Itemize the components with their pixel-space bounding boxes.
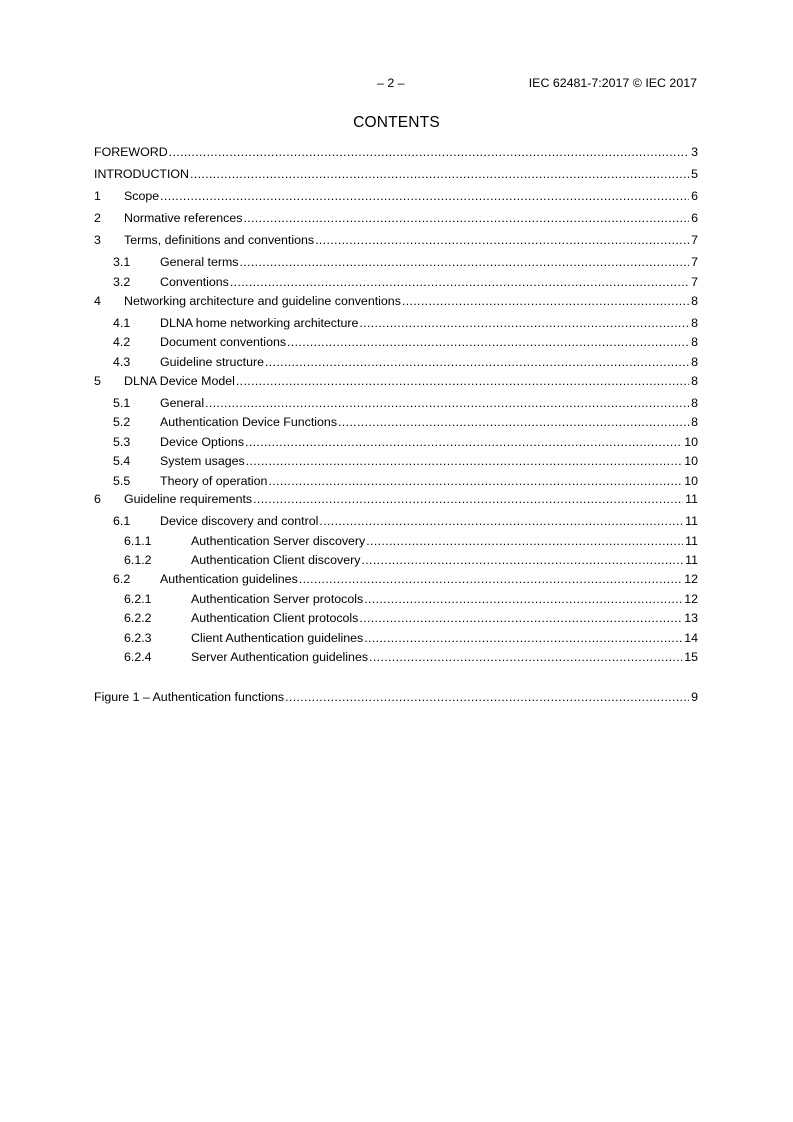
toc-leader-dots	[402, 294, 689, 309]
toc-entry-page: 15	[684, 650, 698, 664]
toc-entry-number: 4.2	[113, 335, 131, 349]
toc-entry-page: 5	[691, 167, 698, 181]
toc-entry-page: 10	[684, 435, 698, 449]
toc-entry-number: 5.5	[113, 474, 131, 488]
figure-leader-dots	[285, 690, 689, 705]
toc-entry-title[interactable]: Document conventions	[160, 335, 287, 349]
toc-entry[interactable]	[94, 514, 698, 529]
list-of-figures	[94, 690, 698, 705]
page-title: CONTENTS	[353, 114, 440, 131]
toc-leader-dots	[369, 650, 682, 665]
toc-entry[interactable]	[94, 415, 698, 430]
toc-entry-title[interactable]: Device discovery and control	[160, 514, 319, 528]
toc-entry-page: 12	[684, 592, 698, 606]
toc-entry-title[interactable]: General terms	[160, 255, 239, 269]
toc-entry-number: 6.1.2	[124, 553, 152, 567]
toc-entry[interactable]	[94, 650, 698, 665]
toc-entry-title[interactable]: DLNA home networking architecture	[160, 316, 359, 330]
toc-entry-title[interactable]: Networking architecture and guideline conventions	[124, 294, 401, 308]
toc-entry[interactable]	[94, 355, 698, 370]
toc-entry[interactable]	[94, 167, 698, 182]
toc-entry-page: 8	[691, 374, 698, 388]
toc-leader-dots	[243, 211, 689, 226]
toc-leader-dots	[268, 474, 682, 489]
toc-entry-title[interactable]: Authentication Client protocols	[191, 611, 359, 625]
toc-entry-page: 7	[691, 233, 698, 247]
toc-leader-dots	[160, 189, 689, 204]
toc-entry-number: 4.3	[113, 355, 131, 369]
toc-entry-title[interactable]: Client Authentication guidelines	[191, 631, 364, 645]
toc-entry-page: 7	[691, 275, 698, 289]
toc-entry[interactable]	[94, 454, 698, 469]
toc-entry-title[interactable]: Authentication guidelines	[160, 572, 298, 586]
toc-entry-number: 6.2	[113, 572, 131, 586]
toc-entry-title[interactable]: Device Options	[160, 435, 245, 449]
toc-leader-dots	[236, 374, 689, 389]
toc-entry-number: 5.3	[113, 435, 131, 449]
toc-entry-title[interactable]: Authentication Server protocols	[191, 592, 364, 606]
toc-entry-page: 3	[691, 145, 698, 159]
toc-entry[interactable]	[94, 592, 698, 607]
toc-entry[interactable]	[94, 631, 698, 646]
toc-entry-title[interactable]: Server Authentication guidelines	[191, 650, 369, 664]
toc-entry[interactable]	[94, 572, 698, 587]
toc-entry-title[interactable]: Authentication Client discovery	[191, 553, 361, 567]
toc-leader-dots	[230, 275, 689, 290]
toc-leader-dots	[169, 145, 689, 160]
toc-entry[interactable]	[94, 396, 698, 411]
toc-leader-dots	[299, 572, 682, 587]
document-id: IEC 62481-7:2017 © IEC 2017	[528, 76, 697, 90]
toc-leader-dots	[245, 435, 682, 450]
toc-entry-title[interactable]: Guideline structure	[160, 355, 264, 369]
figure-entry[interactable]	[94, 690, 698, 705]
toc-entry[interactable]	[94, 233, 698, 248]
toc-entry[interactable]	[94, 553, 698, 568]
toc-entry-number: 6	[94, 492, 101, 506]
toc-entry-number: 6.2.4	[124, 650, 152, 664]
toc-entry-page: 8	[691, 415, 698, 429]
toc-entry-number: 6.2.3	[124, 631, 152, 645]
toc-entry-page: 8	[691, 316, 698, 330]
toc-leader-dots	[319, 514, 683, 529]
toc-entry[interactable]	[94, 611, 698, 626]
toc-entry-page: 6	[691, 189, 698, 203]
toc-entry-title[interactable]: Authentication Device Functions	[160, 415, 338, 429]
toc-entry-page: 14	[684, 631, 698, 645]
toc-entry-title[interactable]: INTRODUCTION	[94, 167, 189, 181]
toc-leader-dots	[359, 611, 682, 626]
toc-entry[interactable]	[94, 335, 698, 350]
toc-entry-title[interactable]: General	[160, 396, 205, 410]
toc-entry[interactable]	[94, 294, 698, 309]
toc-entry[interactable]	[94, 435, 698, 450]
toc-entry-number: 3.2	[113, 275, 131, 289]
toc-entry-page: 7	[691, 255, 698, 269]
toc-entry-page: 8	[691, 294, 698, 308]
toc-entry-title[interactable]: Authentication Server discovery	[191, 534, 366, 548]
toc-entry-title[interactable]: Conventions	[160, 275, 229, 289]
toc-entry[interactable]	[94, 316, 698, 331]
toc-entry-number: 4.1	[113, 316, 131, 330]
toc-leader-dots	[246, 454, 682, 469]
toc-entry-page: 11	[685, 553, 698, 567]
toc-leader-dots	[315, 233, 689, 248]
toc-entry-page: 8	[691, 335, 698, 349]
figure-entry-page: 9	[691, 690, 698, 704]
toc-entry-page: 8	[691, 396, 698, 410]
toc-entry-number: 5.4	[113, 454, 131, 468]
toc-entry[interactable]	[94, 145, 698, 160]
toc-entry[interactable]	[94, 374, 698, 389]
toc-entry-number: 5.1	[113, 396, 131, 410]
toc-entry-page: 11	[685, 492, 698, 506]
toc-entry-page: 12	[684, 572, 698, 586]
toc-entry-title[interactable]: DLNA Device Model	[124, 374, 235, 388]
toc-entry-number: 6.1	[113, 514, 131, 528]
toc-entry-number: 5	[94, 374, 101, 388]
toc-entry[interactable]	[94, 255, 698, 270]
toc-entry-title[interactable]: Normative references	[124, 211, 243, 225]
toc-entry-number: 2	[94, 211, 101, 225]
toc-entry-page: 13	[684, 611, 698, 625]
toc-entry-number: 1	[94, 189, 101, 203]
toc-entry-page: 10	[684, 474, 698, 488]
toc-leader-dots	[205, 396, 689, 411]
toc-entry[interactable]	[94, 492, 698, 507]
toc-leader-dots	[240, 255, 690, 270]
toc-leader-dots	[253, 492, 683, 507]
toc-entry-page: 8	[691, 355, 698, 369]
toc-entry[interactable]	[94, 211, 698, 226]
toc-entry-title[interactable]: System usages	[160, 454, 245, 468]
toc-entry-title[interactable]: Guideline requirements	[124, 492, 253, 506]
toc-entry[interactable]	[94, 275, 698, 290]
toc-entry[interactable]	[94, 189, 698, 204]
toc-entry-title[interactable]: Scope	[124, 189, 160, 203]
toc-leader-dots	[361, 553, 683, 568]
toc-leader-dots	[265, 355, 689, 370]
toc-entry-page: 6	[691, 211, 698, 225]
toc-entry-page: 11	[685, 514, 698, 528]
figure-entry-title[interactable]: Figure 1 – Authentication functions	[94, 690, 285, 704]
toc-entry-number: 3	[94, 233, 101, 247]
toc-leader-dots	[359, 316, 689, 331]
toc-entry-title[interactable]: Terms, definitions and conventions	[124, 233, 315, 247]
toc-entry-number: 4	[94, 294, 101, 308]
toc-entry-number: 5.2	[113, 415, 131, 429]
toc-entry-page: 11	[685, 534, 698, 548]
page-number: – 2 –	[377, 76, 405, 90]
toc-entry-number: 6.2.1	[124, 592, 152, 606]
toc-leader-dots	[190, 167, 689, 182]
toc-entry-number: 3.1	[113, 255, 131, 269]
toc-entry-number: 6.1.1	[124, 534, 152, 548]
toc-leader-dots	[364, 631, 682, 646]
toc-entry[interactable]	[94, 534, 698, 549]
toc-leader-dots	[366, 534, 683, 549]
toc-leader-dots	[364, 592, 682, 607]
toc-entry-title[interactable]: FOREWORD	[94, 145, 168, 159]
toc-entry-page: 10	[684, 454, 698, 468]
toc-leader-dots	[287, 335, 689, 350]
toc-entry-number: 6.2.2	[124, 611, 152, 625]
toc-leader-dots	[338, 415, 689, 430]
toc-entry-title[interactable]: Theory of operation	[160, 474, 268, 488]
toc-entry[interactable]	[94, 474, 698, 489]
